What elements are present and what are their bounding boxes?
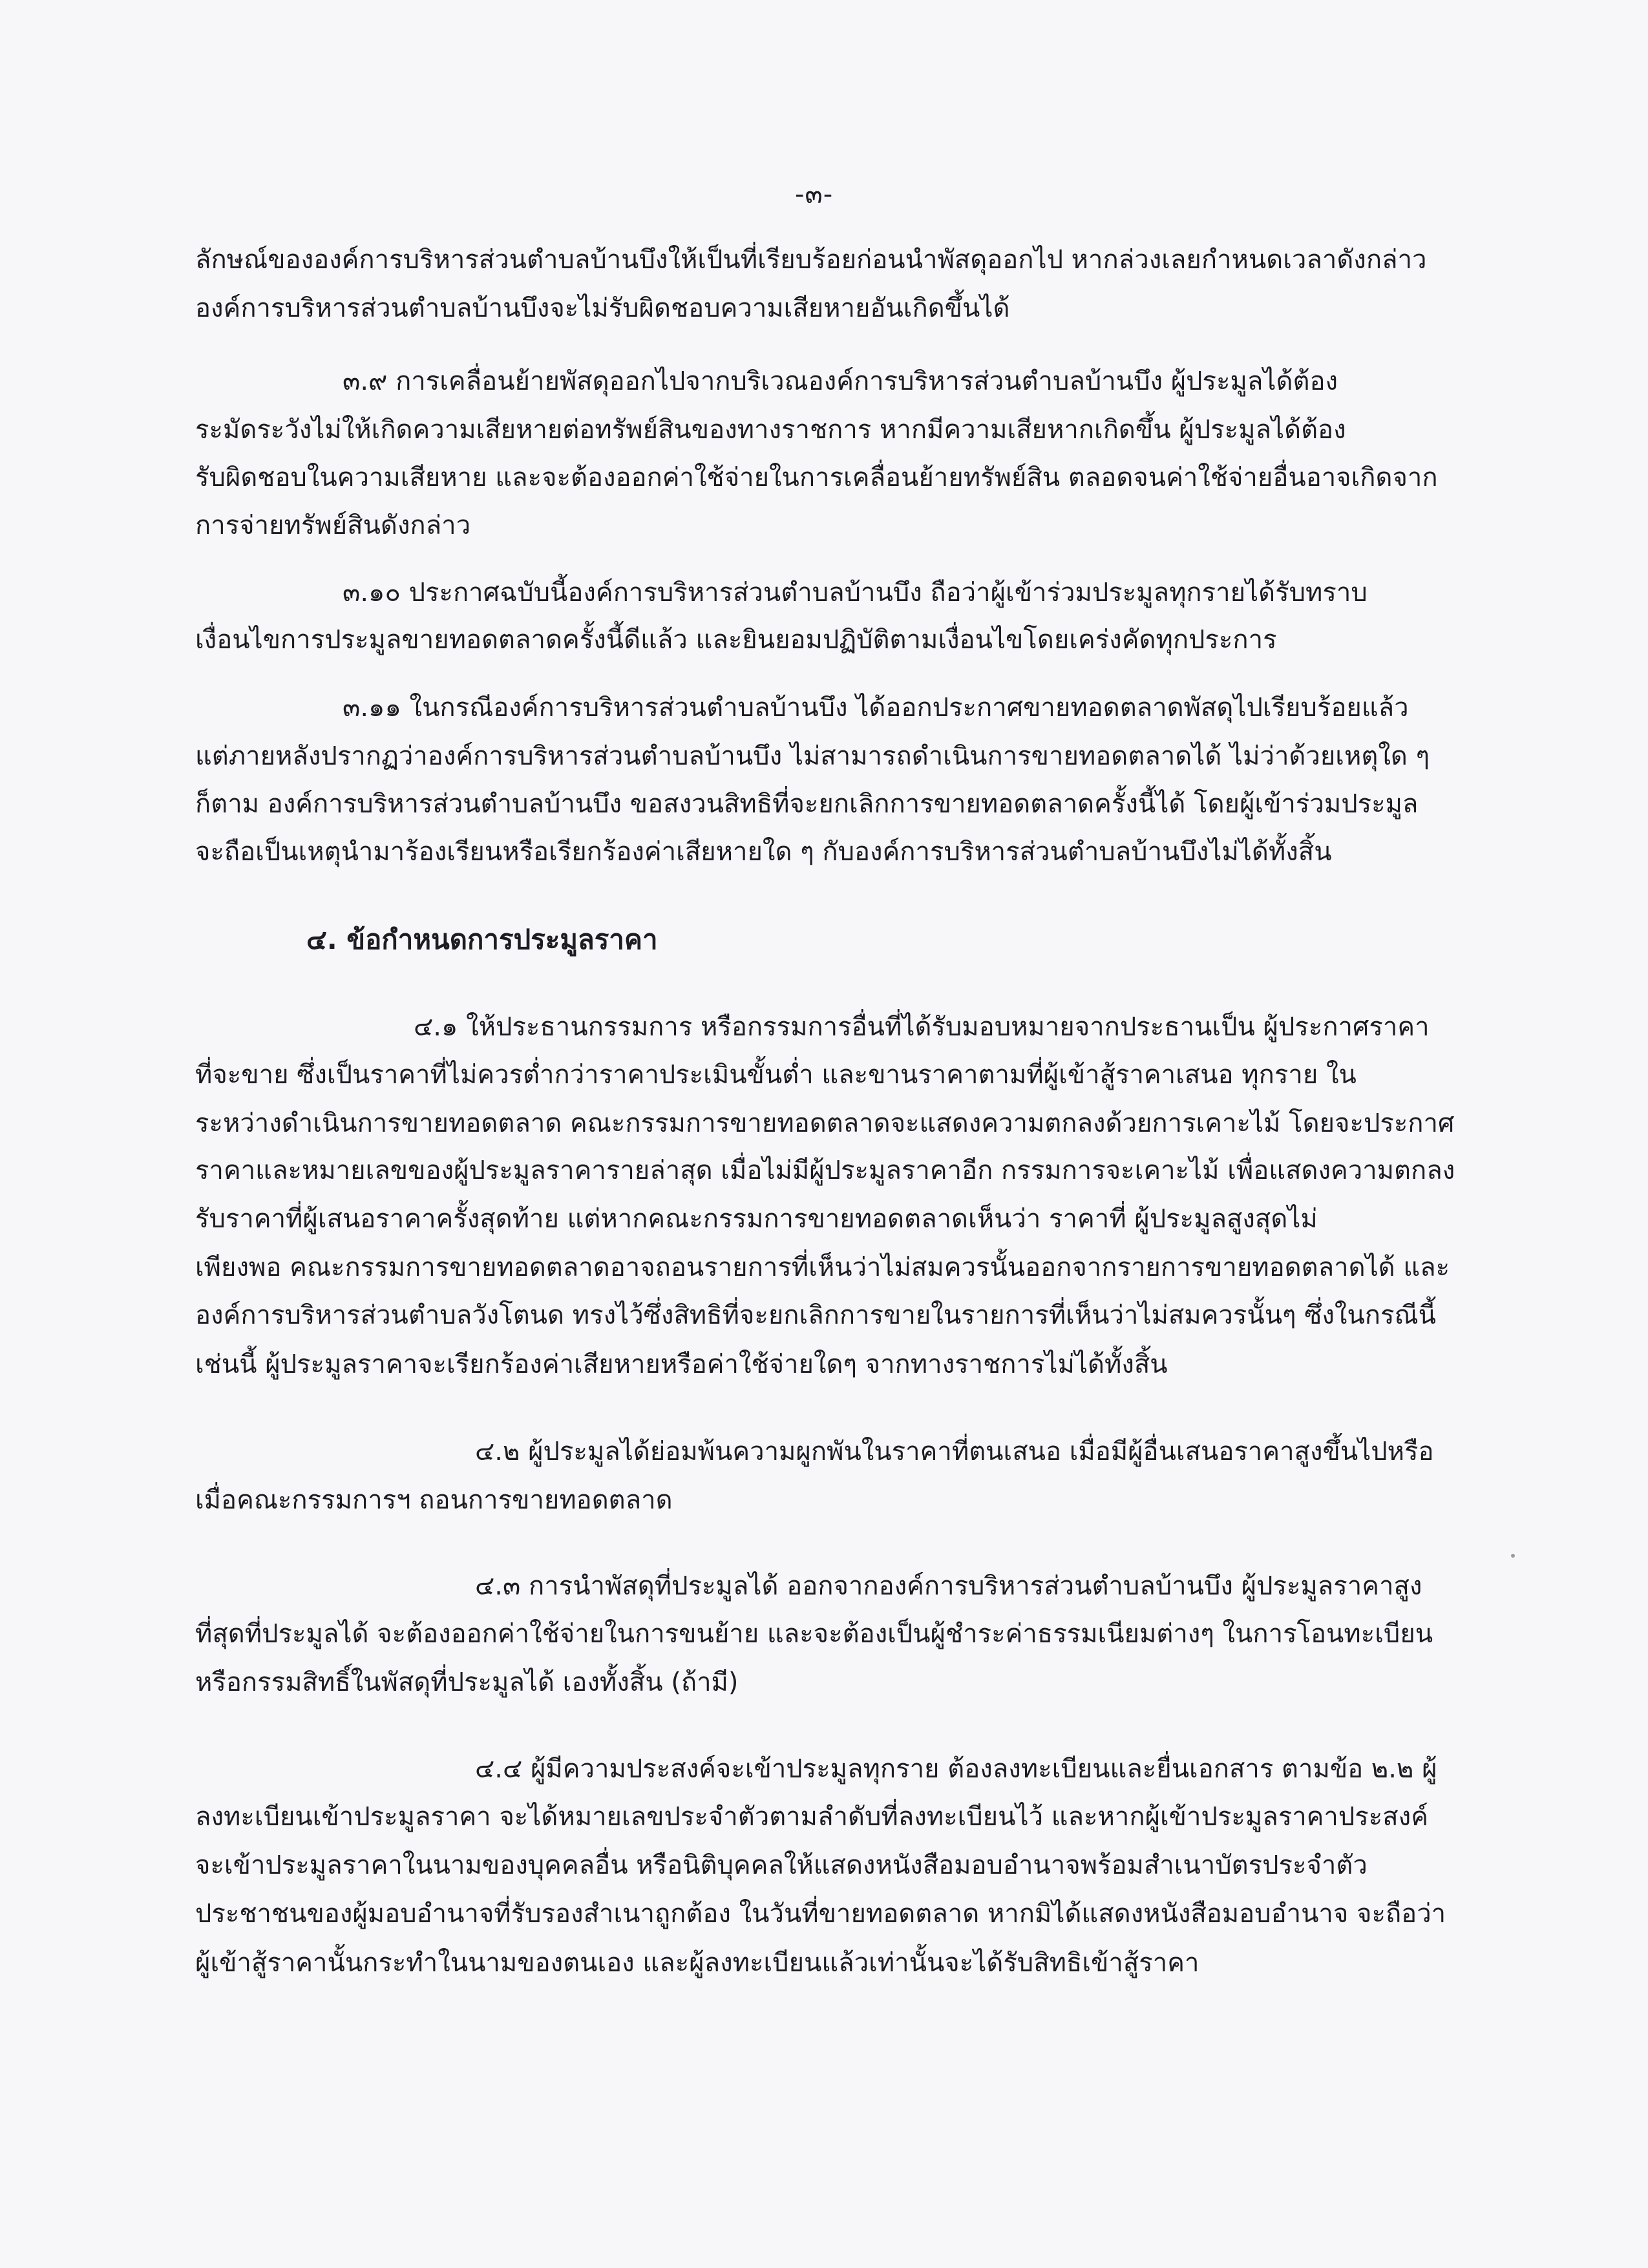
text-line: เมื่อคณะกรรมการฯ ถอนการขายทอดตลาด <box>195 1485 673 1515</box>
text-line: ๓.๑๐ ประกาศฉบับนี้องค์การบริหารส่วนตำบลบ้านบึง ถือว่าผู้เข้าร่วมประมูลทุกรายได้รับทราบ <box>343 578 1368 608</box>
text-line: เงื่อนไขการประมูลขายทอดตลาดครั้งนี้ดีแล้ว และยินยอมปฏิบัติตามเงื่อนไขโดยเคร่งคัดทุกประการ <box>195 625 1277 655</box>
text-line: ประชาชนของผู้มอบอำนาจที่รับรองสำเนาถูกต้อง ในวันที่ขายทอดตลาด หากมิได้แสดงหนังสือมอบอำนาจ จะถือว่า <box>195 1899 1446 1929</box>
text-line: ๔.๓ การนำพัสดุที่ประมูลได้ ออกจากองค์การบริหารส่วนตำบลบ้านบึง ผู้ประมูลราคาสูง <box>475 1571 1422 1601</box>
text-line: ที่สุดที่ประมูลได้ จะต้องออกค่าใช้จ่ายในการขนย้าย และจะต้องเป็นผู้ชำระค่าธรรมเนียมต่างๆ ในการโอนทะเบียน <box>195 1619 1433 1649</box>
text-line: ก็ตาม องค์การบริหารส่วนตำบลบ้านบึง ขอสงวนสิทธิที่จะยกเลิกการขายทอดตลาดครั้งนี้ได้ โดยผู้เข้าร่วมประมูล <box>195 789 1419 819</box>
text-line: ๔.๒ ผู้ประมูลได้ย่อมพ้นความผูกพันในราคาที่ตนเสนอ เมื่อมีผู้อื่นเสนอราคาสูงขึ้นไปหรือ <box>475 1437 1434 1467</box>
text-line: รับราคาที่ผู้เสนอราคาครั้งสุดท้าย แต่หากคณะกรรมการขายทอดตลาดเห็นว่า ราคาที่ ผู้ประมูลสูงสุดไม่ <box>195 1204 1318 1234</box>
text-line: การจ่ายทรัพย์สินดังกล่าว <box>195 511 471 540</box>
text-line: แต่ภายหลังปรากฏว่าองค์การบริหารส่วนตำบลบ้านบึง ไม่สามารถดำเนินการขายทอดตลาดได้ ไม่ว่าด้วยเหตุใด ๆ <box>195 741 1430 771</box>
text-line: จะเข้าประมูลราคาในนามของบุคคลอื่น หรือนิติบุคคลให้แสดงหนังสือมอบอำนาจพร้อมสำเนาบัตรประจำตัว <box>195 1850 1368 1880</box>
text-line: จะถือเป็นเหตุนำมาร้องเรียนหรือเรียกร้องค่าเสียหายใด ๆ กับองค์การบริหารส่วนตำบลบ้านบึงไม่ได้ทั้งสิ้น <box>195 837 1332 867</box>
text-line: ๓.๙ การเคลื่อนย้ายพัสดุออกไปจากบริเวณองค์การบริหารส่วนตำบลบ้านบึง ผู้ประมูลได้ต้อง <box>343 366 1338 396</box>
text-line: ๔.๑ ให้ประธานกรรมการ หรือกรรมการอื่นที่ได้รับมอบหมายจากประธานเป็น ผู้ประกาศราคา <box>414 1012 1430 1042</box>
text-line: ราคาและหมายเลขของผู้ประมูลราคารายล่าสุด เมื่อไม่มีผู้ประมูลราคาอีก กรรมการจะเคาะไม้ เพื่อแสดงความตกลง <box>195 1156 1455 1185</box>
section-heading: ๔. ข้อกำหนดการประมูลราคา <box>306 924 658 955</box>
text-line: ลักษณ์ขององค์การบริหารส่วนตำบลบ้านบึงให้เป็นที่เรียบร้อยก่อนนำพัสดุออกไป หากล่วงเลยกำหนดเวลาดังกล่าว <box>195 245 1427 275</box>
scan-speck <box>1511 1554 1515 1558</box>
text-line: เพียงพอ คณะกรรมการขายทอดตลาดอาจถอนรายการที่เห็นว่าไม่สมควรนั้นออกจากรายการขายทอดตลาดได้ และ <box>195 1253 1450 1282</box>
text-line: ๓.๑๑ ในกรณีองค์การบริหารส่วนตำบลบ้านบึง ได้ออกประกาศขายทอดตลาดพัสดุไปเรียบร้อยแล้ว <box>343 693 1409 723</box>
text-line: องค์การบริหารส่วนตำบลบ้านบึงจะไม่รับผิดชอบความเสียหายอันเกิดขึ้นได้ <box>195 293 1010 323</box>
text-line: เช่นนี้ ผู้ประมูลราคาจะเรียกร้องค่าเสียหายหรือค่าใช้จ่ายใดๆ จากทางราชการไม่ได้ทั้งสิ้น <box>195 1350 1168 1379</box>
text-line: ระหว่างดำเนินการขายทอดตลาด คณะกรรมการขายทอดตลาดจะแสดงความตกลงด้วยการเคาะไม้ โดยจะประกาศ <box>195 1108 1455 1138</box>
text-line: หรือกรรมสิทธิ์ในพัสดุที่ประมูลได้ เองทั้งสิ้น (ถ้ามี) <box>195 1668 739 1697</box>
text-line: ลงทะเบียนเข้าประมูลราคา จะได้หมายเลขประจำตัวตามลำดับที่ลงทะเบียนไว้ และหากผู้เข้าประมูลราคาประสงค์ <box>195 1802 1428 1832</box>
page-number: -๓- <box>795 180 834 209</box>
text-line: ที่จะขาย ซึ่งเป็นราคาที่ไม่ควรต่ำกว่าราคาประเมินขั้นต่ำ และขานราคาตามที่ผู้เข้าสู้ราคาเสนอ ทุกราย ใน <box>195 1060 1357 1090</box>
text-line: องค์การบริหารส่วนตำบลวังโตนด ทรงไว้ซึ่งสิทธิที่จะยกเลิกการขายในรายการที่เห็นว่าไม่สมควรนั้นๆ ซึ่งในกรณีนี้ <box>195 1300 1436 1330</box>
text-line: รับผิดชอบในความเสียหาย และจะต้องออกค่าใช้จ่ายในการเคลื่อนย้ายทรัพย์สิน ตลอดจนค่าใช้จ่ายอื่นอาจเกิดจาก <box>195 463 1438 493</box>
text-line: ผู้เข้าสู้ราคานั้นกระทำในนามของตนเอง และผู้ลงทะเบียนแล้วเท่านั้นจะได้รับสิทธิเข้าสู้ราคา <box>195 1948 1199 1978</box>
text-line: ๔.๔ ผู้มีความประสงค์จะเข้าประมูลทุกราย ต้องลงทะเบียนและยื่นเอกสาร ตามข้อ ๒.๒ ผู้ <box>475 1754 1437 1784</box>
text-line: ระมัดระวังไม่ให้เกิดความเสียหายต่อทรัพย์สินของทางราชการ หากมีความเสียหากเกิดขึ้น ผู้ประมูลได้ต้อง <box>195 415 1346 445</box>
